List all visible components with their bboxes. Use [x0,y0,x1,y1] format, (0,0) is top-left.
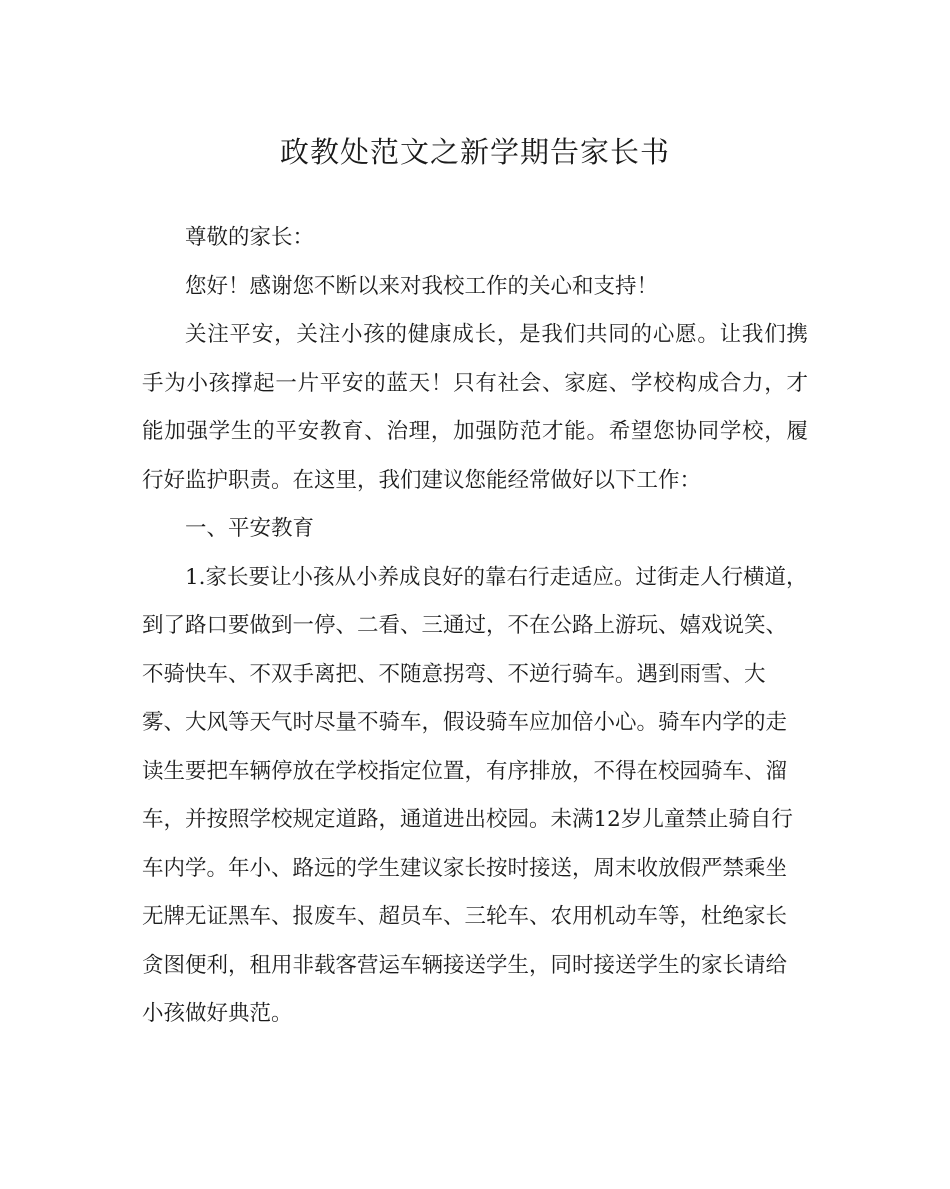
section-heading-safety-education: 一、平安教育 [185,516,315,541]
greeting-paragraph: 您好！感谢您不断以来对我校工作的关心和支持！ [185,273,659,299]
document-body [142,214,808,1039]
document-title: 政教处范文之新学期告家长书 [279,135,670,169]
intro-paragraph: 关注平安，关注小孩的健康成长，是我们共同的心愿。让我们携手为小孩撑起一片平安的蓝天！只有社会、家庭、学校构成合力，才能加强学生的平安教育、治理，加强防范才能。希望您协同学校，履行好监护职责。在这里，我们建议您能经常做好以下工作： [142,322,808,493]
safety-item-1-paragraph: 1.家长要让小孩从小养成良好的靠右行走适应。过街走人行横道，到了路口要做到一停、二看、三通过，不在公路上游玩、嬉戏说笑、不骑快车、不双手离把、不随意拐弯、不逆行骑车。遇到雨雪、大雾、大风等天气时尽量不骑车，假设骑车应加倍小心。骑车内学的走读生要把车辆停放在学校指定位置，有序排放，不得在校园骑车、溜车，并按照学校规定道路，通道进出校园。未满12岁儿童禁止骑自行车内学。年小、路远的学生建议家长按时接送，周末收放假严禁乘坐无牌无证黑车、报废车、超员车、三轮车、农用机动车等，杜绝家长贪图便利，租用非载客营运车辆接送学生，同时接送学生的家长请给小孩做好典范。 [142,564,808,1026]
salutation: 尊敬的家长： [185,225,315,250]
